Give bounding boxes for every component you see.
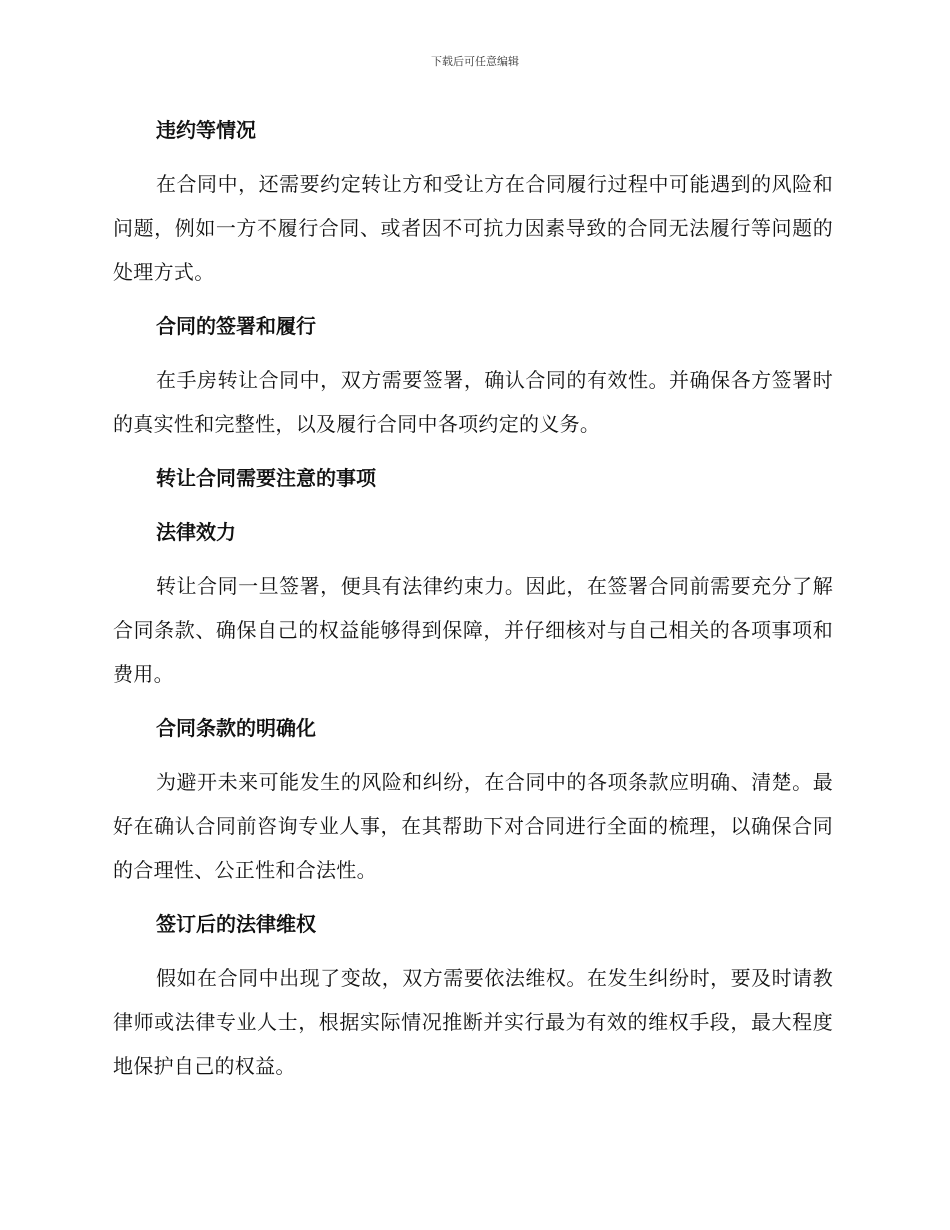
section-heading-rights: 签订后的法律维权 bbox=[156, 912, 316, 936]
paragraph-legal-effect: 转让合同一旦签署，便具有法律约束力。因此，在签署合同前需要充分了解合同条款、确保自己的权益能够得到保障，并仔细核对与自己相关的各项事项和费用。 bbox=[113, 574, 833, 686]
section-heading-signing: 合同的签署和履行 bbox=[156, 314, 316, 338]
paragraph-signing: 在手房转让合同中，双方需要签署，确认合同的有效性。并确保各方签署时的真实性和完整性，以及履行合同中各项约定的义务。 bbox=[113, 368, 833, 436]
paragraph-breach: 在合同中，还需要约定转让方和受让方在合同履行过程中可能遇到的风险和问题，例如一方不履行合同、或者因不可抗力因素导致的合同无法履行等问题的处理方式。 bbox=[113, 172, 833, 284]
section-heading-clarity: 合同条款的明确化 bbox=[156, 716, 316, 740]
section-heading-notes: 转让合同需要注意的事项 bbox=[156, 466, 376, 490]
section-heading-breach: 违约等情况 bbox=[156, 118, 256, 142]
paragraph-rights: 假如在合同中出现了变故，双方需要依法维权。在发生纠纷时，要及时请教律师或法律专业人士，根据实际情况推断并实行最为有效的维权手段，最大程度地保护自己的权益。 bbox=[113, 966, 833, 1078]
section-heading-legal-effect: 法律效力 bbox=[156, 520, 236, 544]
page-header-note: 下载后可任意编辑 bbox=[431, 55, 519, 68]
paragraph-clarity: 为避开未来可能发生的风险和纠纷，在合同中的各项条款应明确、清楚。最好在确认合同前咨询专业人事，在其帮助下对合同进行全面的梳理，以确保合同的合理性、公正性和合法性。 bbox=[113, 770, 833, 882]
document-body bbox=[113, 108, 833, 1098]
